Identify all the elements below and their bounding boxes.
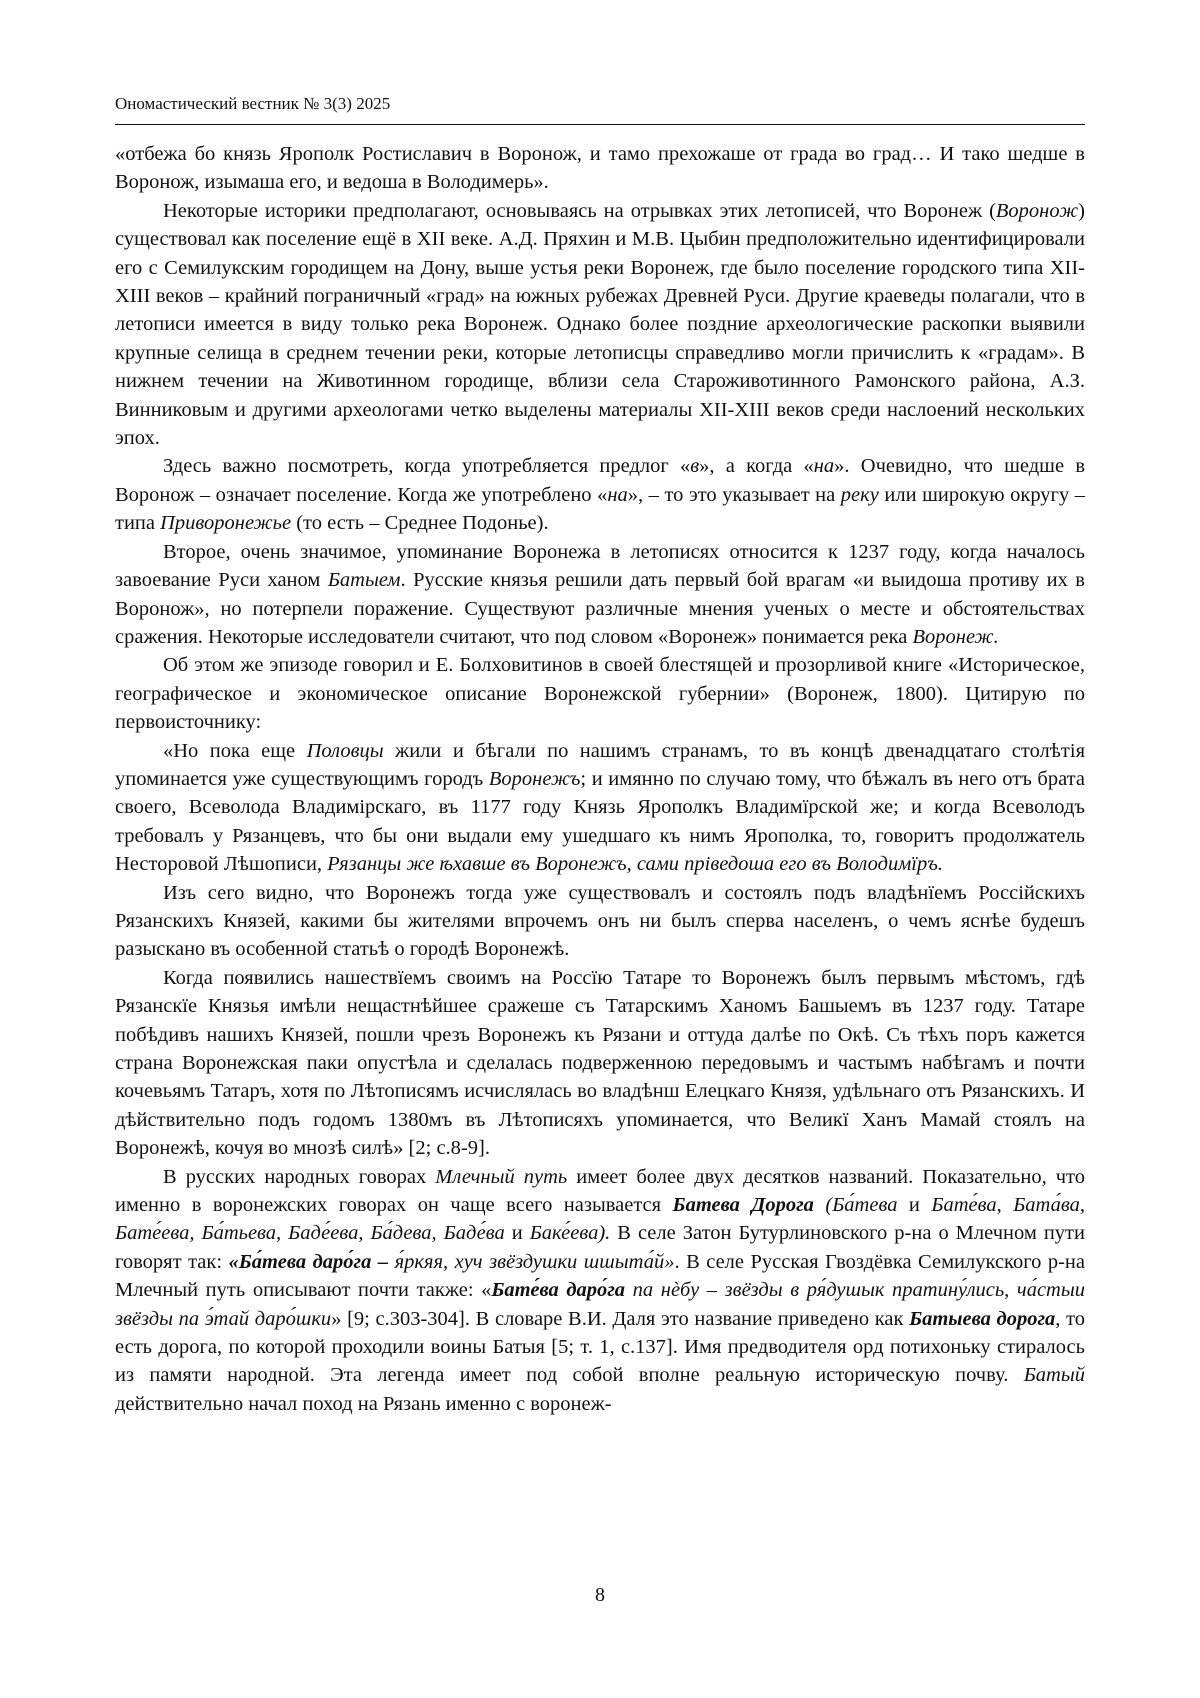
text-run: па нѐбу – звёзды в ря́душык пратину́лись, ча́стыи звёзды па э́тай даро́шки (115, 1279, 1085, 1330)
text-run: Некоторые историки предполагают, основываясь на отрывках этих летописей, что Воронеж ( (163, 199, 996, 222)
text-run: Приворонежье (160, 512, 292, 535)
text-run: «Ба́тева даро́га – (228, 1250, 395, 1273)
paragraph-milky-way (115, 1163, 1085, 1419)
article-body (115, 140, 1085, 1418)
text-run: Батыева дорога (909, 1307, 1056, 1330)
text-run: Когда появились нашествїемъ своимъ на Россїю Татаре то Воронежъ былъ первымъ мѣстомъ, гдѣ Рязанскїе Князья имѣли нещастнѣйшее сражеше съ Татарскимъ Ханомъ Башыемъ въ 1237 году. Татаре побѣдивъ нашихъ Князей, пошли чрезъ Воронежъ къ Рязани и оттуда далѣе по Окѣ. Съ тѣхъ поръ кажется страна Воронежская паки опустѣла и сделалась подверженною передовымъ и частымъ набѣгамъ и почти кочевьямъ Татаръ, хотя по Лѣтописямъ исчислялась во владѣнш Елецкаго Князя, удѣльнаго отъ Рязанскихъ. И дѣйствительно подъ годомъ 1380мъ въ Лѣтописяхъ упоминается, что Великї Ханъ Мамай стоялъ на Воронежѣ, кочуя во мнозѣ силѣ» [2; с.8-9]. (115, 966, 1085, 1160)
paragraph-quote-chronicle (115, 140, 1085, 197)
text-run: имеет более двух десятков названий. Показательно, что именно в воронежских говорах он чаще всего называется (115, 1165, 1085, 1217)
text-run: и (504, 1222, 530, 1245)
paragraph-historians (115, 197, 1085, 453)
text-run: ». Очевидно, что шедше в Воронож – означает поселение. Когда же употреблено « (115, 455, 1085, 506)
text-run: », а когда « (699, 455, 814, 478)
text-run: жили и бѣгали по нашимъ странамъ, то въ концѣ двенадцатаго столѣтія упоминается уже существующимъ городъ (115, 739, 1086, 790)
text-run: Бате́ва даро́га (491, 1279, 626, 1302)
text-run: В селе Затон Бутурлиновского р-на о Млечном пути говорят так: (115, 1222, 1085, 1273)
text-run: » [9; с.303-304]. В словаре В.И. Даля это название приведено как (331, 1307, 910, 1330)
text-run: на (813, 455, 835, 478)
page-number: 8 (595, 1584, 605, 1606)
text-run: Бате́ва, Бата́ва, Бате́ева, Ба́тьева, Баде́ева, Ба́дева, Баде́ва (115, 1194, 1085, 1245)
text-run: (Ба́тева (813, 1194, 898, 1217)
text-run: «отбежа бо князь Ярополк Ростиславич в Воронож, и тамо прехожаше от града во град… И тако шедше в Воронож, изымаша его, и ведоша в Володимерь». (115, 143, 1085, 194)
text-run: Воронож (995, 199, 1079, 222)
text-run: на (607, 483, 628, 506)
text-run: Воронеж. (912, 625, 999, 648)
text-run: Половцы (306, 739, 384, 762)
paragraph-old-quote-1 (115, 737, 1085, 879)
text-run: Батева Дорога (672, 1194, 814, 1217)
text-run: Об этом же эпизоде говорил и Е. Болховитинов в своей блестящей и прозорливой книге «Историческое, географическое и экономическое описание Воронежской губернии» (Воронеж, 1800). Цитирую по первоисточнику: (115, 654, 1085, 734)
text-run: Баке́ева). (529, 1222, 611, 1245)
text-run: реку (840, 483, 879, 506)
text-run: я́ркяя, хуч звёздушки шшыта́й» (394, 1250, 675, 1273)
header-rule (115, 124, 1085, 125)
text-run: ; и имянно по случаю тому, что бѣжалъ въ него отъ брата своего, Всеволода Владимірскаго, въ 1177 году Князь Ярополкъ Владимїрской же; и когда Всеволодъ требовалъ у Рязанцевъ, что бы они выдали ему ушедшаго къ нимъ Ярополка, то, говоритъ продолжатель Несторовой Лѣшописи, (115, 767, 1085, 876)
text-run: Воронежъ (488, 767, 581, 790)
text-run: Рязанцы же ѣхавше въ Воронежъ, сами пріведоша его въ Володимїръ. (327, 853, 944, 876)
text-run: действительно начал поход на Рязань именно с воронеж- (115, 1392, 612, 1415)
paragraph-prepositions (115, 452, 1085, 537)
text-run: В русских народных говорах (163, 1165, 436, 1188)
text-run: , то есть дорога, по которой проходили воины Батыя [5; т. 1, с.137]. Имя предводителя орд потихоньку стиралось из памяти народной. Эта легенда имеет под собой вполне реальную историческую почву. (115, 1307, 1085, 1387)
paragraph-bolkhovitinov (115, 651, 1085, 736)
text-run: . В селе Русская Гвоздёвка Семилукского р-на Млечный путь описывают почти также: « (115, 1250, 1086, 1302)
text-run: в (690, 455, 700, 478)
text-run: Изъ сего видно, что Воронежъ тогда уже существовалъ и состоялъ подъ владѣнїемъ Россійскихъ Рязанскихъ Князей, какими бы жителями впрочемъ онъ ни былъ сперва населенъ, о чемъ яснѣе будешъ разыскано въ особенной статьѣ о городѣ Воронежѣ. (115, 881, 1085, 961)
text-run: ) существовал как поселение ещё в XII веке. А.Д. Пряхин и М.В. Цыбин предположительно идентифицировали его с Семилукским городищем на Дону, выше устья реки Воронеж, где было поселение городского типа XII-XIII веков – крайний пограничный «град» на южных рубежах Древней Руси. Другие краеведы полагали, что в летописи имеется в виду только река Воронеж. Однако более поздние археологические раскопки выявили крупные селища в среднем течении реки, которые летописцы справедливо могли причислить к «градам». В нижнем течении на Животинном городище, вблизи села Староживотинного Рамонского района, А.З. Винниковым и другими археологами четко выделены материалы XII-XIII веков среди наслоений нескольких эпох. (115, 199, 1085, 450)
text-run: Второе, очень значимое, упоминание Воронежа в летописях относится к 1237 году, когда началось завоевание Руси ханом (115, 540, 1085, 592)
paragraph-second-mention (115, 538, 1085, 652)
text-run: . Русские князья решили дать первый бой врагам «и выидоша противу их в Воронож», но потерпели поражение. Существуют различные мнения ученых о месте и обстоятельствах сражения. Некоторые исследователи считают, что под словом «Воронеж» понимается река (115, 569, 1085, 648)
text-run: Млечный путь (435, 1165, 568, 1188)
text-run: (то есть – Среднее Подонье). (291, 512, 549, 535)
text-run: «Но пока еще (163, 739, 307, 762)
text-run: Батыем (327, 569, 401, 592)
text-run: Батый (1023, 1364, 1085, 1387)
running-head: Ономастический вестник № 3(3) 2025 (115, 94, 391, 113)
paragraph-old-quote-2 (115, 879, 1085, 964)
text-run: », – то это указывает на (627, 483, 841, 506)
text-run: Здесь важно посмотреть, когда употребляется предлог « (163, 455, 691, 478)
text-run: или широкую округу – типа (115, 483, 1086, 535)
paragraph-old-quote-3 (115, 964, 1085, 1163)
text-run: и (897, 1194, 932, 1217)
